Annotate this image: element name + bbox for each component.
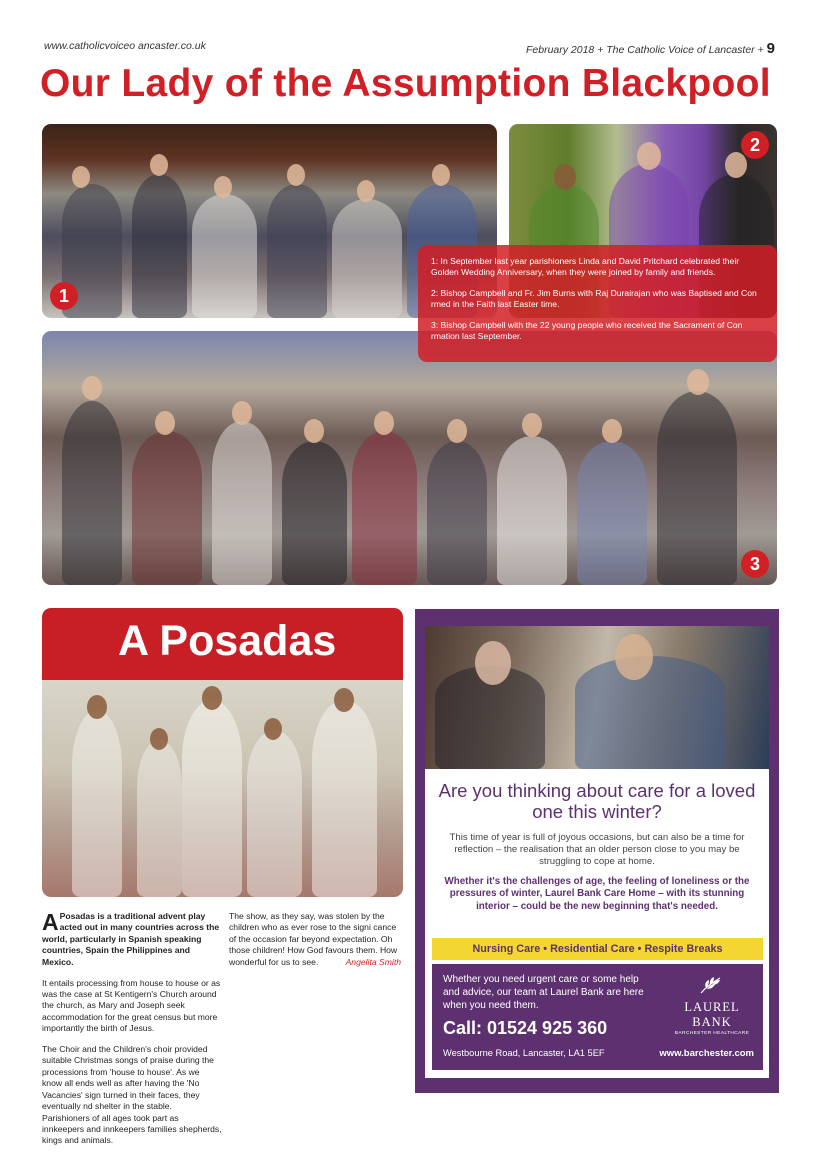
ad-photo-carer-guitar <box>425 626 769 769</box>
para-4-text: The show, as they say, was stolen by the children who as ever rose to the signi cance of the occasion far beyond expectation. Oh those children! How God favours them. How wonderful for us to see. <box>229 911 398 967</box>
header-website: www.catholicvoiceo ancaster.co.uk <box>44 40 206 52</box>
ad-services-strip: Nursing Care • Residential Care • Respite Breaks <box>432 938 763 960</box>
ad-address: Westbourne Road, Lancaster, LA1 5EF <box>443 1048 605 1058</box>
article-column-2 <box>229 911 401 978</box>
ad-logo-line-3: BARCHESTER HEALTHCARE <box>674 1031 750 1036</box>
photo-posadas-children <box>42 680 403 897</box>
caption-1: 1: In September last year parishioners Linda and David Pritchard celebrated their Golden Wedding Anniversary, when they were joined by family and friends. <box>431 256 740 278</box>
ad-phone: Call: 01524 925 360 <box>443 1018 608 1038</box>
photo-badge-1: 1 <box>50 282 78 310</box>
ad-body-text: This time of year is full of joyous occasions, but can also be a time for reflection – the realisation that an older person close to you may be struggling to cope at home. <box>449 832 745 868</box>
ad-logo-line-2: BANK <box>692 1015 732 1029</box>
ad-website-link[interactable]: www.barchester.com <box>659 1048 754 1059</box>
header-issue <box>526 40 775 57</box>
page-number: 9 <box>766 40 775 57</box>
issue-line: February 2018 + The Catholic Voice of Lancaster + <box>525 44 764 56</box>
article-byline: Angelita Smith <box>345 956 401 967</box>
article-para-3: The Choir and the Children's choir provided suitable Christmas songs of praise during the processions from 'house to house'. As we know all ends well as after having the 'No Vacancies' sign turned in their faces, they eventually nd shelter in the stable. Parishioners of all ages took part as innkeepers and innkeepers families shepherds, kings and animals. <box>42 1044 222 1146</box>
article-para-4 <box>229 911 401 968</box>
ad-headline: Are you thinking about care for a loved one this winter? <box>438 780 756 822</box>
lead-text: Posadas is a traditional advent play acted out in many countries across the world, particularly in Spanish speaking countries, Spain the Philippines and Mexico. <box>42 911 220 967</box>
caption-3: 3: Bishop Campbell with the 22 young people who received the Sacrament of Con rmation last September. <box>431 319 743 342</box>
ad-urgent-text: Whether you need urgent care or some help and advice, our team at Laurel Bank are here when you need them. <box>443 974 644 1011</box>
caption-2: 2: Bishop Campbell and Fr. Jim Burns with Raj Durairajan who was Baptised and Con rmed in the Faith last Easter time. <box>431 287 757 310</box>
photo-captions <box>418 245 777 362</box>
article-para-2: It entails processing from house to house or as was the case at St Kentigern's Church around the church, as Mary and Joseph seek accommodation for the great census but more importantly the birth of Jesus. <box>42 977 221 1034</box>
laurel-leaf-icon <box>698 975 724 995</box>
article-column-1 <box>42 911 222 1156</box>
ad-bold-text: Whether it's the challenges of age, the feeling of loneliness or the pressures of winter, Laurel Bank Care Home – with its stunning interior – could be the new beginning that's needed. <box>444 876 750 912</box>
photo-badge-3: 3 <box>741 550 769 578</box>
photo-badge-2: 2 <box>741 131 769 159</box>
ad-contact-box <box>432 964 763 1070</box>
ad-logo-line-1: LAUREL <box>684 1000 740 1014</box>
posadas-heading: A Posadas <box>118 617 337 665</box>
drop-cap: A <box>42 909 59 935</box>
article-lead <box>42 911 222 968</box>
page-title: Our Lady of the Assumption Blackpool <box>40 62 771 105</box>
photo-confirmation <box>42 331 777 585</box>
